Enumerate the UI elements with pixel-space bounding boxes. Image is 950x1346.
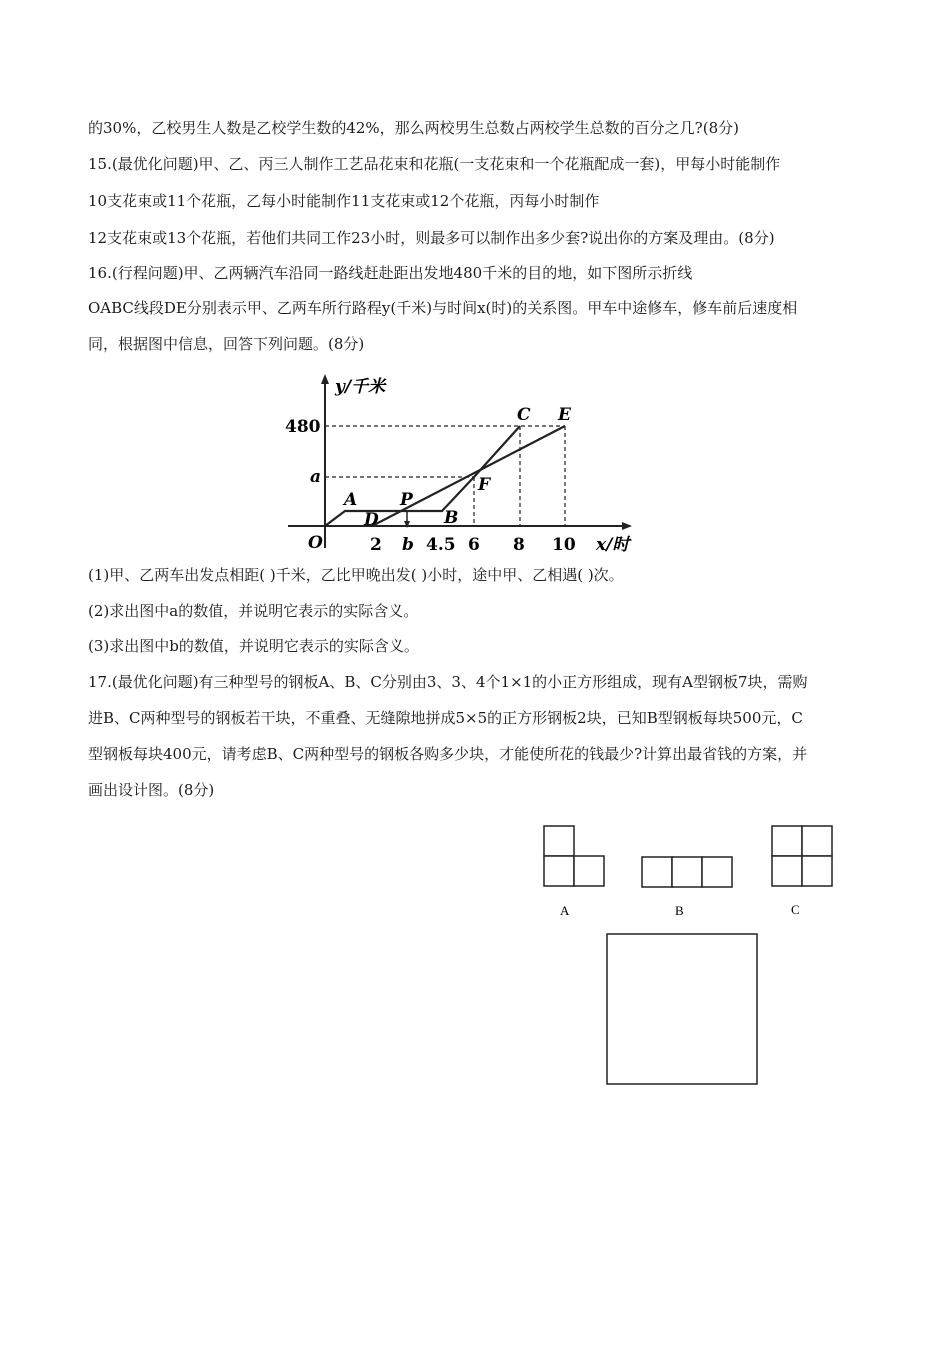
shape-a-square-3: [574, 856, 604, 886]
origin-label: O: [308, 533, 323, 553]
question17-line3: 型钢板每块400元，请考虑B、C两种型号的钢板各购多少块，才能使所花的钱最少?计算出最省钱的方案，并: [88, 745, 808, 763]
question14-tail: 的30%，乙校男生人数是乙校学生数的42%，那么两校男生总数占两校学生总数的百分之几?(8分): [88, 119, 739, 137]
shape-b-square-2: [672, 857, 702, 887]
question16-sub1: (1)甲、乙两车出发点相距( )千米，乙比甲晚出发( )小时，途中甲、乙相遇( )次。: [88, 566, 624, 584]
steel-plate-shapes: [540, 822, 840, 1092]
question15-line2: 10支花束或11个花瓶，乙每小时能制作11支花束或12个花瓶，丙每小时制作: [88, 192, 600, 210]
y-axis-label: y/千米: [335, 377, 386, 397]
design-square: [607, 934, 757, 1084]
point-label-D: D: [364, 510, 379, 530]
shape-a-square-1: [544, 826, 574, 856]
question16-sub3: (3)求出图中b的数值，并说明它表示的实际含义。: [88, 637, 419, 655]
yi-segment-DE: [372, 426, 565, 526]
x-axis-label: x/时: [596, 535, 630, 555]
y-axis-arrow: [321, 374, 329, 384]
shape-c-square-3: [772, 856, 802, 886]
shape-a-square-2: [544, 856, 574, 886]
point-label-B: B: [444, 508, 459, 528]
question17-line1: 17.(最优化问题)有三种型号的钢板A、B、C分别由3、3、4个1×1的小正方形组成，现有A型钢板7块，需购: [88, 673, 808, 691]
x-tick-10: 10: [552, 535, 576, 555]
jia-path-OABC: [325, 426, 520, 526]
question16-sub2: (2)求出图中a的数值，并说明它表示的实际含义。: [88, 602, 419, 620]
point-label-A: A: [344, 490, 358, 510]
y-tick-480: 480: [285, 417, 321, 437]
shape-c-square-1: [772, 826, 802, 856]
question15-line1: 15.(最优化问题)甲、乙、丙三人制作工艺品花束和花瓶(一支花束和一个花瓶配成一套)，甲每小时能制作: [88, 155, 781, 173]
point-label-C: C: [517, 405, 531, 425]
x-tick-8: 8: [513, 535, 525, 555]
question17-line2: 进B、C两种型号的钢板若干块，不重叠、无缝隙地拼成5×5的正方形钢板2块，已知B型钢板每块500元，C: [88, 709, 803, 727]
shape-c-square-4: [802, 856, 832, 886]
shape-b-square-1: [642, 857, 672, 887]
shape-c-label: C: [791, 902, 800, 917]
x-tick-b: b: [402, 535, 414, 555]
point-label-F: F: [478, 475, 491, 495]
distance-time-graph: [280, 368, 650, 558]
question16-line2: OABC线段DE分别表示甲、乙两车所行路程y(千米)与时间x(时)的关系图。甲车中途修车，修车前后速度相: [88, 299, 798, 317]
shape-c-square-2: [802, 826, 832, 856]
x-tick-4-5: 4.5: [426, 535, 456, 555]
x-axis-arrow: [622, 522, 632, 530]
question16-line3: 同，根据图中信息，回答下列问题。(8分): [88, 335, 365, 353]
question16-line1: 16.(行程问题)甲、乙两辆汽车沿同一路线赶赴距出发地480千米的目的地，如下图所示折线: [88, 264, 693, 282]
x-tick-2: 2: [370, 535, 382, 555]
point-label-P: P: [400, 490, 413, 510]
point-label-E: E: [558, 405, 571, 425]
shape-b-square-3: [702, 857, 732, 887]
shape-a-label: A: [560, 903, 570, 918]
question15-line3: 12支花束或13个花瓶，若他们共同工作23小时，则最多可以制作出多少套?说出你的方案及理由。(8分): [88, 229, 775, 247]
question17-line4: 画出设计图。(8分): [88, 781, 215, 799]
shape-b-label: B: [675, 903, 684, 918]
y-tick-a: a: [310, 467, 322, 487]
x-tick-6: 6: [468, 535, 480, 555]
